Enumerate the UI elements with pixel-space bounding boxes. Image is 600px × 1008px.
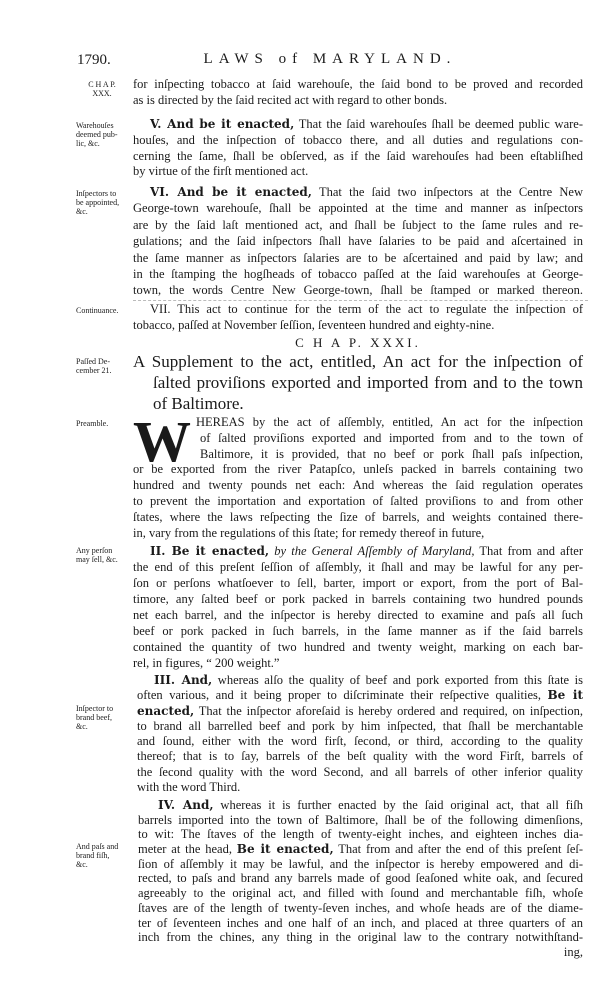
margin-note-line: &c. — [76, 207, 88, 216]
text-line — [138, 798, 583, 813]
text-line — [133, 302, 583, 318]
margin-note-inspector-brand — [76, 704, 132, 731]
text-line — [133, 200, 583, 216]
text-run: cerning the ſame, ſhall be obſerved, as if the ſaid warehouſes had been eſtabliſhed — [133, 148, 583, 163]
text-run: for inſpecting tobacco at ſaid warehouſe, the ſaid bond to be proved and recorded — [133, 77, 583, 91]
margin-note-line: Warehouſes — [76, 121, 114, 130]
text-run: are by the ſaid laſt mentioned act, and ſhall be ſubject to the ſame rules and re- — [133, 217, 583, 232]
text-line — [133, 282, 583, 298]
text-run: and ſound, either with the word firſt, ſecond, or third, according to the quality — [137, 734, 583, 749]
text-line — [137, 673, 583, 688]
text-run: whereas it is further enacted by the ſaid original act, that all fiſh — [213, 798, 583, 812]
text-run: ſtates, where the laws reſpecting the ſize of barrels, and weights contained there- — [133, 509, 583, 524]
text-run: rel, in figures, “ 200 weight.” — [133, 656, 280, 670]
margin-note-line: cember 21. — [76, 366, 112, 375]
page-year: 1790. — [77, 52, 111, 68]
text-run: tobacco, paſſed at November ſeſſion, ſeventeen hundred and eighty-nine. — [133, 317, 495, 332]
margin-note-line: &c. — [76, 860, 88, 869]
text-run: beef or pork packed in ſuch barrels, in the ſame manner as if the ſaid barrels — [133, 624, 583, 638]
blackletter-enacting-clause: III. And, — [154, 673, 213, 687]
text-line — [133, 591, 583, 607]
running-title: LAWS of MARYLAND. — [203, 51, 457, 67]
text-line — [133, 266, 583, 282]
margin-note-pass-brand-fish — [76, 842, 132, 869]
text-run: the end of this preſent ſeſſion of aſſembly, it ſhall and may be lawful for any per- — [133, 560, 583, 574]
section-vi — [133, 184, 583, 299]
text-line — [133, 655, 583, 671]
text-line — [133, 133, 583, 149]
text-line — [133, 462, 583, 478]
text-run: timore, any ſalted beef or pork packed in barrels containing two hundred pounds — [133, 592, 583, 606]
text-run: in, vary from the regulations of this ſtate; for remedy thereof in future, — [133, 525, 485, 540]
margin-note-line: brand beef, — [76, 713, 112, 722]
margin-note-line: Any perſon — [76, 546, 113, 555]
text-line — [138, 827, 583, 842]
text-line — [133, 233, 583, 249]
text-run: That from and after — [474, 544, 584, 558]
text-line — [133, 117, 583, 133]
margin-note-line: &c. — [76, 722, 88, 731]
text-line — [133, 639, 583, 655]
text-run: ter of ſeventeen inches and one half of an inch, and placed at three quarters of an — [138, 915, 583, 930]
margin-note-line: lic, &c. — [76, 139, 100, 148]
text-run: by virtue of the firſt mentioned act. — [133, 164, 309, 179]
text-run: whereas alſo the quality of beef and pork exported from this ſtate is — [212, 673, 583, 687]
text-run: That the inſpector aforeſaid is hereby ordered and required, on inſpection, — [194, 703, 583, 718]
text-line — [133, 351, 583, 372]
text-run: Baltimore, it is provided, that no beef or pork ſhall paſs inſpection, — [200, 446, 583, 461]
chapter-title — [133, 351, 583, 414]
text-run: in the ſtamping the hogſheads of tobacco paſſed at the ſaid warehouſes at George- — [133, 266, 583, 281]
text-run: ſalted proviſions exported and imported from and to the town — [153, 373, 583, 392]
margin-note-passed — [76, 357, 132, 375]
section-divider — [133, 300, 588, 301]
text-line — [138, 901, 583, 916]
text-line — [137, 688, 583, 703]
text-line — [138, 886, 583, 901]
text-line — [133, 543, 583, 559]
margin-note-line: XXX. — [92, 89, 112, 98]
margin-note-line: be appointed, — [76, 198, 120, 207]
text-line — [137, 734, 583, 749]
text-run: to wit: The ſtaves of the length of twenty-eight inches, and eighteen inches dia- — [138, 827, 583, 842]
text-line — [137, 719, 583, 734]
margin-note-line: Inſpectors to — [76, 189, 117, 198]
blackletter-enacting-clause: V. And be it enacted, — [150, 117, 295, 131]
text-run: often various, and it being proper to diſcriminate their reſpective qualities, — [137, 688, 548, 703]
text-line — [137, 765, 583, 780]
section-ii — [133, 543, 583, 671]
text-line — [138, 871, 583, 886]
margin-note-warehouses — [76, 121, 132, 148]
text-run: to prevent the importation and exportation of ſalted proviſions to and from other — [133, 493, 583, 508]
margin-note-line: Preamble. — [76, 419, 109, 428]
margin-note-continuance — [76, 306, 132, 315]
text-line — [133, 149, 583, 165]
text-run: or be exported from the river Patapſco, unleſs packed in barrels containing two — [133, 462, 583, 477]
text-line — [133, 93, 583, 109]
text-line — [133, 250, 583, 266]
text-line — [138, 857, 583, 872]
text-line — [133, 217, 583, 233]
text-line — [137, 704, 583, 719]
margin-note-line: deemed pub- — [76, 130, 118, 139]
text-run: thereof; that is to ſay, barrels of the beſt quality with the word Firſt, barrels of — [137, 749, 583, 764]
chapter-heading: C H A P. XXXI. — [295, 335, 421, 350]
margin-note-chap-xxx — [76, 80, 128, 98]
text-run: contained the quantity of two hundred and twenty weight, marking on each bar- — [133, 640, 583, 654]
drop-cap: W — [133, 409, 191, 474]
section-vii — [133, 302, 583, 334]
text-run: George-town warehouſe, ſhall be appointed at the time and manner as inſpectors — [133, 201, 583, 216]
text-line — [133, 575, 583, 591]
text-run: ſion of aſſembly it may be lawful, and the inſpector is hereby empowered and di- — [138, 856, 583, 871]
text-line — [133, 510, 583, 526]
text-line — [138, 813, 583, 828]
text-run: That the ſaid warehouſes ſhall be deemed public ware- — [294, 117, 584, 131]
text-run: the ſame manner as inſpectors ſalaries are to be aſcertained and paid by law; and — [133, 250, 583, 265]
margin-note-preamble — [76, 419, 132, 428]
text-line — [138, 842, 583, 857]
text-line — [138, 930, 583, 945]
text-run: ſon or perſons whatſoever to ſell, barter, import or export, from the port of Bal- — [133, 576, 583, 590]
text-line — [133, 184, 583, 200]
text-run: the ſecond quality with the word Second, and all barrels of other inferior quality — [137, 764, 583, 779]
text-run: to brand all barrelled beef and pork by him inſpected, that ſhall be merchantable — [137, 718, 583, 733]
text-line — [137, 749, 583, 764]
margin-note-line: brand fiſh, — [76, 851, 110, 860]
margin-note-line: Continuance. — [76, 306, 119, 315]
margin-note-line: And paſs and — [76, 842, 119, 851]
text-line — [133, 393, 583, 414]
text-line — [133, 623, 583, 639]
chap-xxx-continuation — [133, 77, 583, 109]
text-line — [133, 77, 583, 93]
text-run: net each barrel, and the inſpector is hereby directed to examine and paſs all ſuch — [133, 608, 583, 622]
text-run: of Baltimore. — [153, 394, 244, 413]
section-iii — [137, 673, 583, 795]
margin-note-line: Paſſed De- — [76, 357, 110, 366]
section-v — [133, 117, 583, 180]
text-run: A Supplement to the act, entitled, An act for the inſpection of — [133, 352, 583, 371]
italic-text: by the General Aſſembly of Maryland, — [274, 544, 475, 558]
text-run: gulations; and the ſaid inſpectors ſhall have ſalaries to be paid and aſcertained in — [133, 234, 583, 249]
margin-note-line: may ſell, &c. — [76, 555, 118, 564]
text-run: meter at the head, — [138, 842, 237, 857]
margin-note-line: C H A P. — [88, 80, 116, 89]
text-run: ing, — [563, 944, 583, 959]
blackletter-enacting-clause: IV. And, — [158, 798, 214, 812]
text-run: HEREAS by the act of aſſembly, entitled, An act for the inſpection — [196, 415, 583, 429]
text-line — [133, 415, 583, 431]
text-run: That the ſaid two inſpectors at the Centre New — [311, 185, 584, 199]
text-line — [133, 607, 583, 623]
text-run: That from and after the end of this preſent ſeſ- — [333, 842, 584, 857]
text-line — [133, 372, 583, 393]
text-line — [133, 447, 583, 463]
blackletter-enacting-clause: Be it — [547, 688, 583, 703]
text-run: barrels imported into the town of Baltimore, ſhall be of the following dimenſions, — [138, 812, 583, 827]
text-run: as is directed by the ſaid recited act with regard to other bonds. — [133, 92, 448, 107]
margin-note-line: Inſpector to — [76, 704, 114, 713]
text-run: with the word Third. — [137, 780, 241, 795]
text-line — [138, 945, 583, 960]
text-run: town, the words Centre New George-town, ſhall be ſtamped or marked thereon. — [133, 283, 583, 298]
text-run: hundred and twenty pounds net each: And whereas the ſaid regulation operates — [133, 478, 583, 493]
text-line — [133, 559, 583, 575]
text-line — [133, 164, 583, 180]
text-run: inch from the chines, any thing in the original law to the contrary notwithſtand- — [138, 930, 583, 945]
text-run: of ſalted proviſions exported and imported from and to the town of — [200, 430, 583, 445]
text-run: houſes, and the inſpection of tobacco there, and all duties and regulations con- — [133, 132, 583, 147]
blackletter-enacting-clause: II. Be it enacted, — [150, 544, 270, 558]
text-line — [133, 494, 583, 510]
text-line — [133, 526, 583, 542]
text-run: ſtaves are of the length of twenty-ſeven inches, and whoſe heads are of the diame- — [138, 900, 583, 915]
text-run: rected, to paſs and brand any barrels made of good ſeaſoned white oak, and ſecured — [138, 871, 583, 886]
blackletter-enacting-clause: VI. And be it enacted, — [150, 185, 312, 199]
text-line — [133, 431, 583, 447]
blackletter-enacting-clause: Be it enacted, — [236, 842, 334, 857]
text-run: agreeably to the original act, and filled with ſound and merchantable fiſh, whoſe — [138, 886, 583, 901]
blackletter-enacting-clause: enacted, — [137, 703, 195, 718]
margin-note-any-person — [76, 546, 132, 564]
text-line — [133, 318, 583, 334]
text-line — [133, 478, 583, 494]
text-line — [137, 780, 583, 795]
margin-note-inspectors — [76, 189, 132, 216]
section-iv — [138, 798, 583, 960]
text-line — [138, 916, 583, 931]
preamble — [133, 409, 583, 541]
text-run: VII. This act to continue for the term of the act to regulate the inſpection of — [150, 302, 583, 316]
